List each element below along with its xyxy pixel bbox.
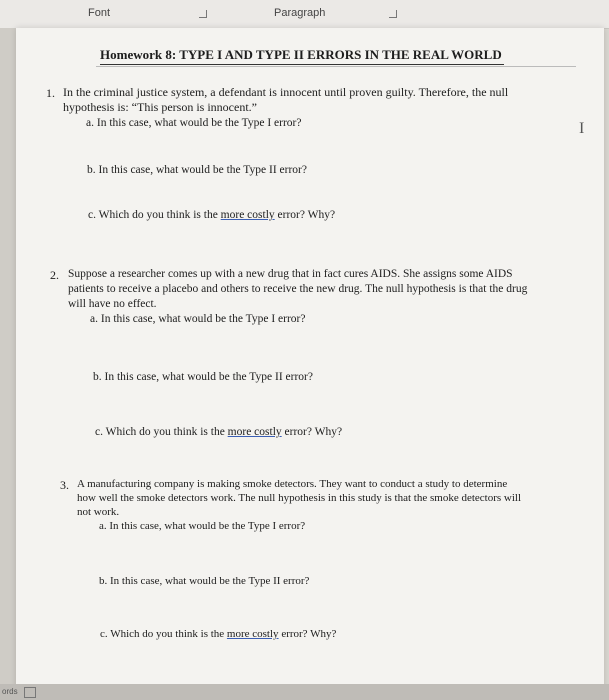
underlined-phrase: more costly	[227, 426, 282, 438]
sub-text: In this case, what would be the Type II error?	[110, 575, 310, 587]
sub-text-pre: Which do you think is the	[110, 628, 227, 640]
title-divider	[96, 66, 576, 67]
question-1c	[88, 209, 335, 221]
sub-letter: b.	[93, 371, 102, 383]
question-number: 1.	[46, 86, 55, 100]
sub-text-pre: Which do you think is the	[98, 209, 221, 221]
sub-letter: b.	[99, 575, 108, 587]
question-line: A manufacturing company is making smoke detectors. They want to conduct a study to determine	[77, 478, 508, 490]
question-line: hypothesis is: “This person is innocent.”	[63, 100, 257, 114]
question-number: 2.	[50, 268, 59, 282]
sub-text: In this case, what would be the Type I error?	[100, 313, 306, 325]
question-3a	[99, 520, 305, 532]
status-bar	[0, 684, 609, 700]
sub-text: In this case, what would be the Type I error?	[96, 117, 302, 129]
sub-text-post: error? Why?	[281, 426, 343, 438]
question-line: not work.	[77, 506, 120, 518]
sub-letter: c.	[100, 628, 108, 640]
sub-letter: a.	[86, 117, 94, 129]
question-2b	[93, 371, 313, 383]
document-title: Homework 8: TYPE I AND TYPE II ERRORS IN THE REAL WORLD	[100, 47, 504, 65]
question-1a	[86, 117, 302, 129]
word-count[interactable]: ords	[2, 687, 18, 696]
ribbon	[0, 0, 609, 29]
sub-text-post: error? Why?	[274, 209, 336, 221]
paragraph-dialog-launcher-icon[interactable]	[389, 10, 397, 18]
question-3-text	[77, 477, 521, 519]
sub-letter: a.	[90, 313, 98, 325]
question-line: Suppose a researcher comes up with a new drug that in fact cures AIDS. She assigns some AIDS	[68, 268, 513, 280]
question-2a	[90, 313, 306, 325]
question-number: 3.	[60, 478, 69, 492]
sub-text-post: error? Why?	[278, 628, 337, 640]
sub-letter: c.	[88, 209, 96, 221]
question-2c	[95, 426, 342, 438]
underlined-phrase: more costly	[220, 209, 275, 221]
question-line: how well the smoke detectors work. The null hypothesis in this study is that the smoke detectors will	[77, 492, 522, 504]
question-3b	[99, 575, 309, 587]
sub-text: In this case, what would be the Type II error?	[104, 371, 313, 383]
proofing-icon[interactable]	[24, 687, 36, 698]
sub-letter: c.	[95, 426, 103, 438]
left-margin	[0, 28, 16, 700]
font-dialog-launcher-icon[interactable]	[199, 10, 207, 18]
sub-letter: b.	[87, 164, 96, 176]
question-line: In the criminal justice system, a defendant is innocent until proven guilty. Therefore, the null	[63, 85, 509, 99]
sub-text: In this case, what would be the Type I error?	[109, 520, 306, 532]
question-1-text	[63, 85, 508, 115]
question-line: patients to receive a placebo and others to receive the new drug. The null hypothesis is that the drug	[68, 283, 528, 295]
question-3c	[100, 628, 336, 640]
font-group-label: Font	[88, 7, 111, 19]
underlined-phrase: more costly	[226, 628, 279, 640]
question-2-text	[68, 267, 527, 312]
sub-text-pre: Which do you think is the	[105, 426, 228, 438]
question-line: will have no effect.	[68, 298, 157, 310]
text-cursor-icon: I	[579, 120, 585, 137]
sub-letter: a.	[99, 520, 107, 532]
question-1b	[87, 164, 307, 176]
sub-text: In this case, what would be the Type II error?	[98, 164, 307, 176]
paragraph-group-label: Paragraph	[274, 7, 326, 19]
